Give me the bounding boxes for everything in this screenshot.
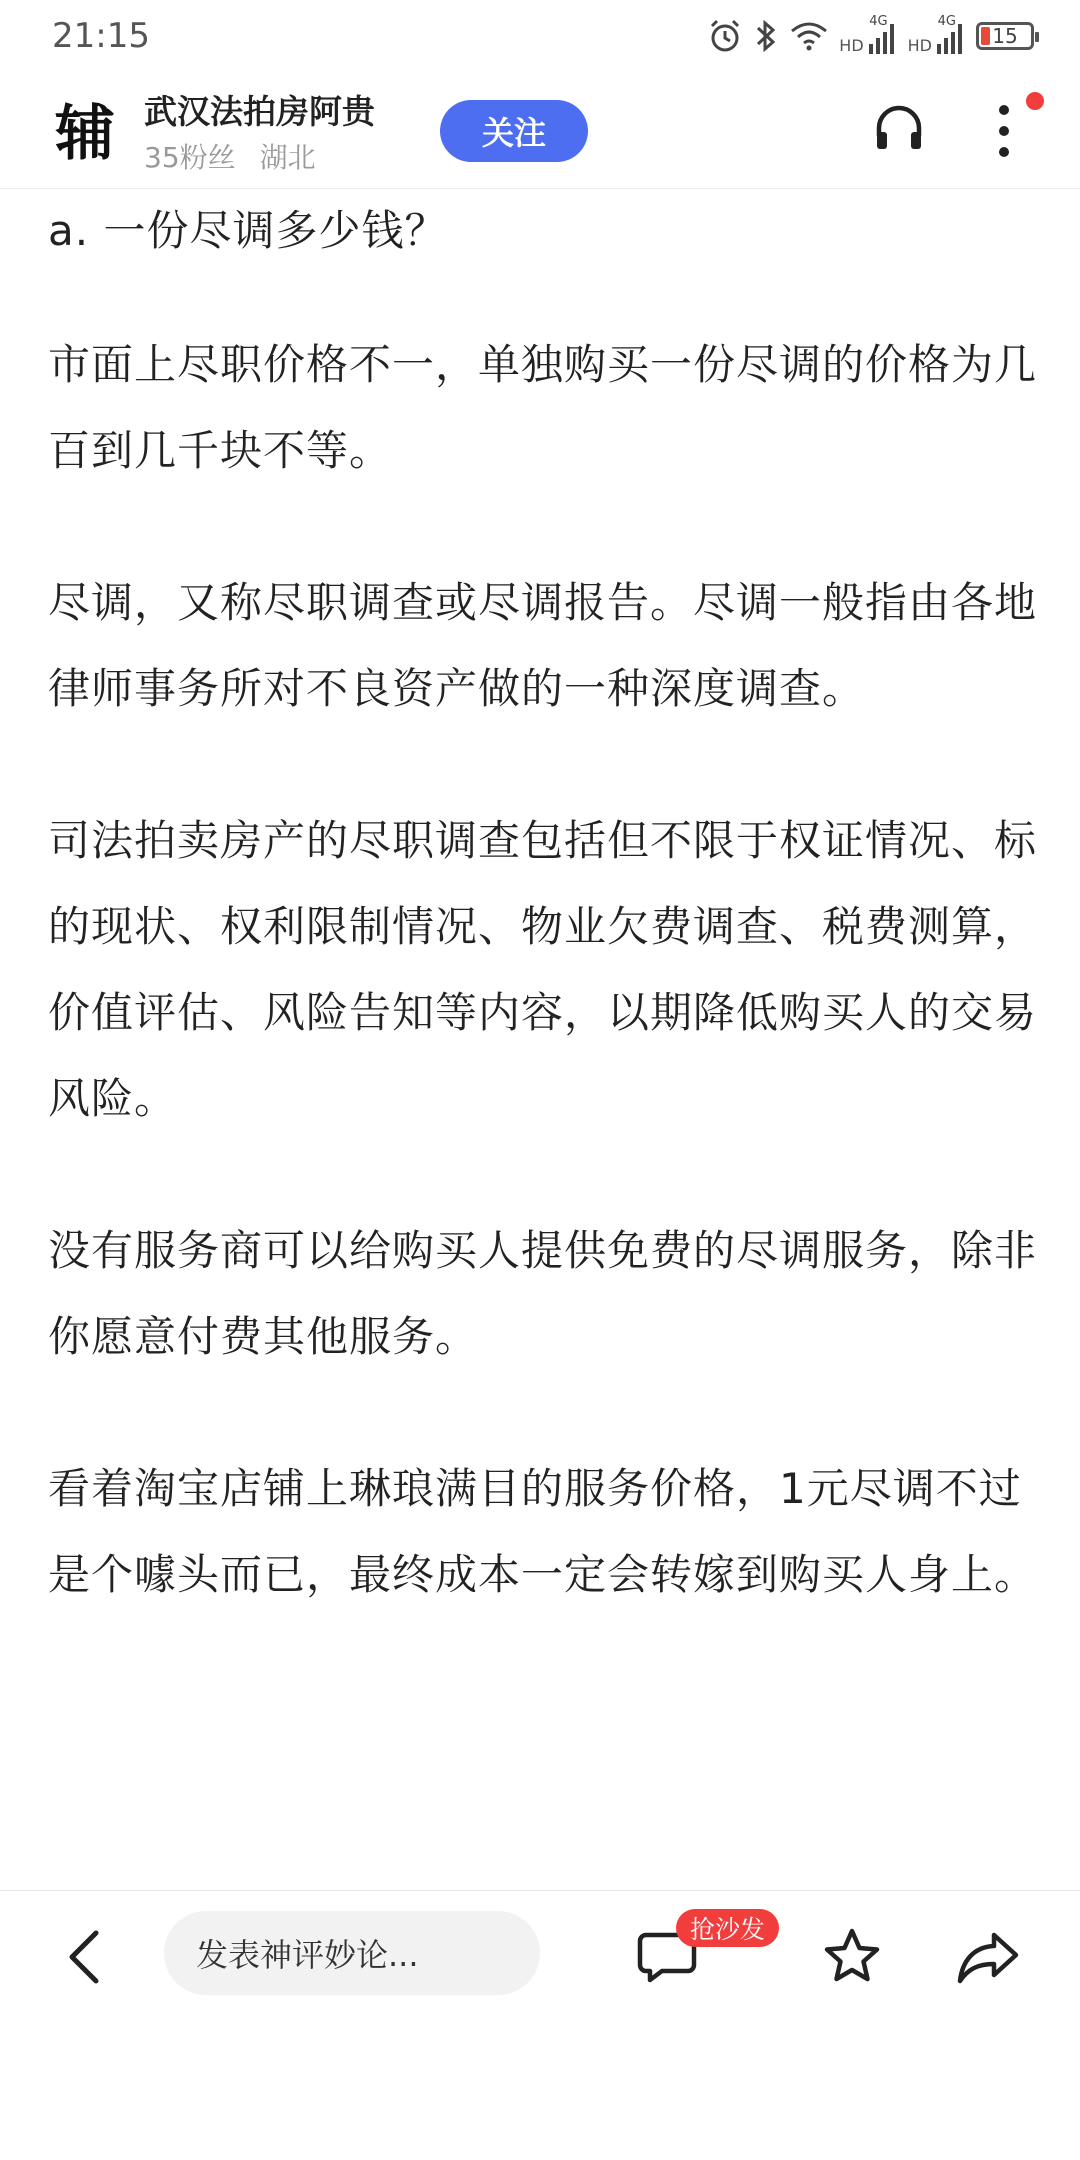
signal-icon-2: HD 4G bbox=[908, 18, 966, 54]
notification-dot bbox=[1026, 92, 1044, 110]
share-icon[interactable] bbox=[956, 1929, 1020, 1985]
sofa-badge[interactable]: 抢沙发 bbox=[676, 1909, 779, 1947]
article-header bbox=[0, 72, 1080, 189]
author-location: 湖北 bbox=[259, 141, 316, 174]
status-bar bbox=[0, 0, 1080, 72]
bottom-action-bar bbox=[0, 1890, 1080, 2015]
battery-level: 15 bbox=[992, 24, 1018, 48]
article-paragraph: a. 一份尽调多少钱？ bbox=[48, 206, 448, 255]
more-icon[interactable] bbox=[982, 100, 1026, 162]
comment-input[interactable]: 发表神评妙论... bbox=[164, 1911, 540, 1995]
article-body bbox=[48, 190, 1038, 1618]
article-paragraph: 没有服务商可以给购买人提供免费的尽调服务，除非你愿意付费其他服务。 bbox=[48, 1226, 1038, 1361]
status-icons bbox=[707, 14, 1034, 58]
follower-count: 35粉丝 bbox=[144, 141, 236, 174]
back-icon[interactable] bbox=[62, 1927, 106, 1987]
bluetooth-icon bbox=[753, 18, 779, 54]
battery-icon bbox=[976, 22, 1034, 50]
article-paragraph: 市面上尽职价格不一，单独购买一份尽调的价格为几百到几千块不等。 bbox=[48, 340, 1038, 475]
avatar[interactable]: 辅 bbox=[48, 92, 122, 166]
wifi-icon bbox=[789, 19, 829, 53]
status-time: 21:15 bbox=[52, 16, 150, 56]
author-meta bbox=[144, 136, 316, 176]
author-name[interactable]: 武汉法拍房阿贵 bbox=[144, 92, 375, 131]
signal-icon: HD 4G bbox=[839, 18, 897, 54]
article-paragraph: 司法拍卖房产的尽职调查包括但不限于权证情况、标的现状、权利限制情况、物业欠费调查、税费测算，价值评估、风险告知等内容，以期降低购买人的交易风险。 bbox=[48, 816, 1038, 1123]
follow-button[interactable]: 关注 bbox=[440, 100, 588, 162]
star-icon[interactable] bbox=[822, 1927, 882, 1985]
headphone-icon[interactable] bbox=[872, 102, 926, 156]
alarm-icon bbox=[707, 18, 743, 54]
article-paragraph: 看着淘宝店铺上琳琅满目的服务价格，1元尽调不过是个噱头而已，最终成本一定会转嫁到购买人身上。 bbox=[48, 1464, 1038, 1599]
article-paragraph: 尽调，又称尽职调查或尽调报告。尽调一般指由各地律师事务所对不良资产做的一种深度调查。 bbox=[48, 578, 1038, 713]
